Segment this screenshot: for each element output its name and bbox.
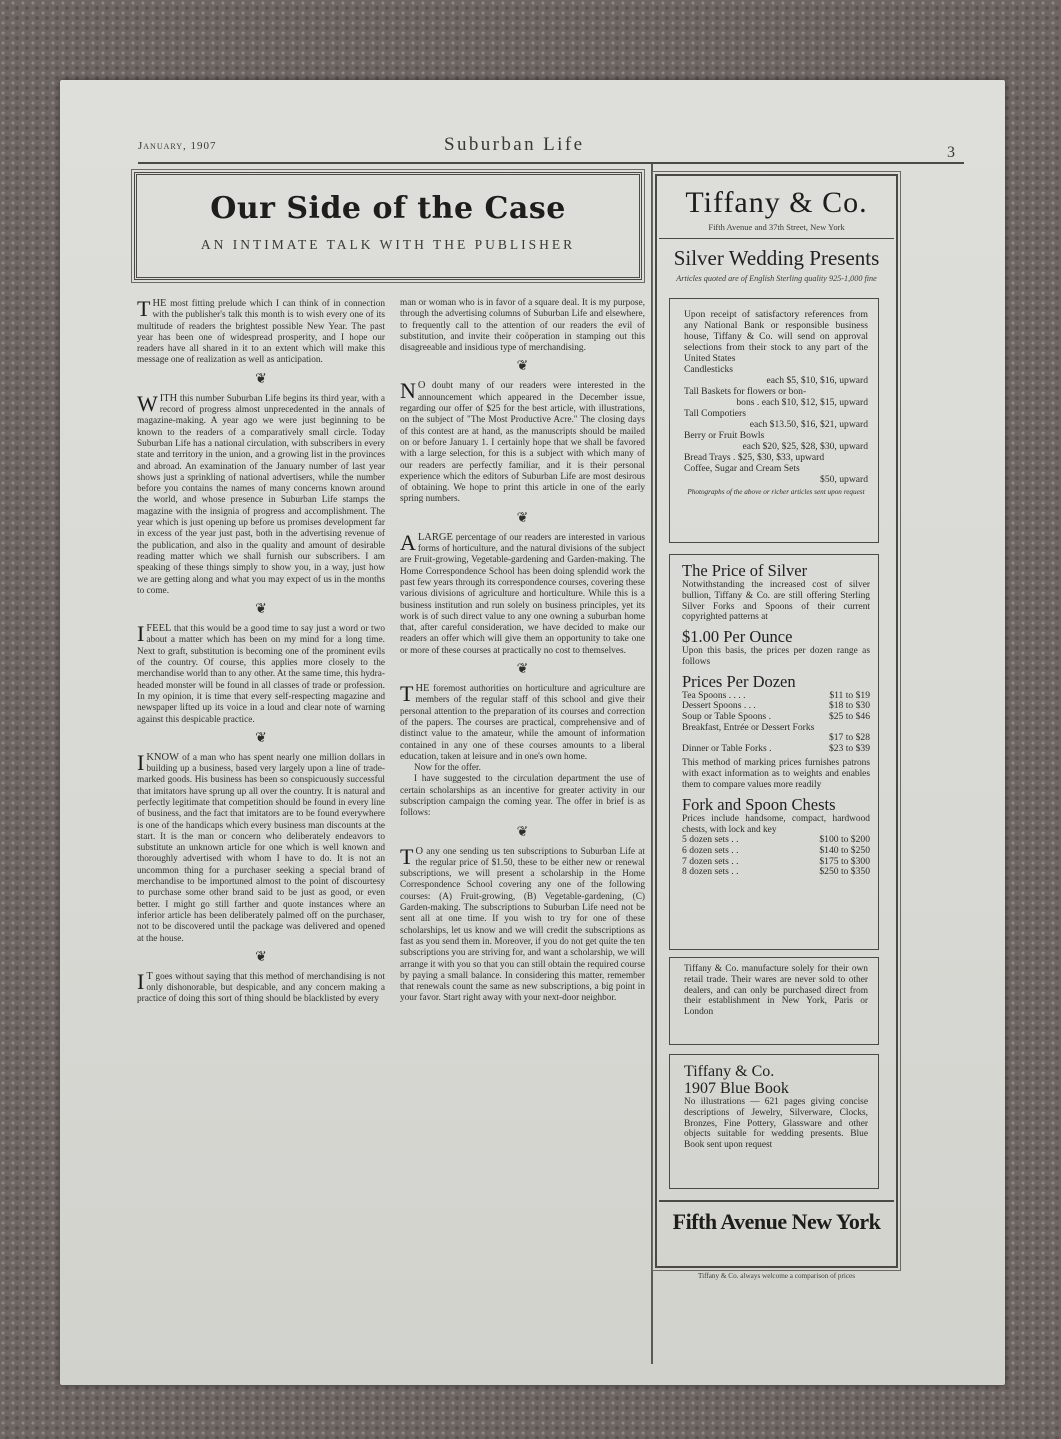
- price-row: 7 dozen sets . . $175 to $300: [682, 855, 870, 867]
- page-number: 3: [947, 144, 955, 161]
- running-head: [138, 134, 963, 162]
- paragraph: IKNOW of a man who has spent nearly one million dollars in building up a business, based very largely upon a line of trade-marked goods. His business has been so conspicuously successful that imitators have sprung up all over the country. It is natural and perfectly legitimate that competition should be found in every line of business, and the fact that imitators are to be found everywhere is one of the handicaps which every business man discounts at the start. It is the man or concern who deliberately endeavors to substitute an unknown article for one which is well known and thoroughly advertised with whom I have to do. It is not an uncommon thing for a purchaser seeking a special brand of merchandise to be importuned almost to the point of discourtesy to purchase some other brand said to be just as good, or even better. I might go still farther and quote instances where an inferior article has been deliberately palmed off on the purchaser, not to be discovered until the package was delivered and opened at the house.: [137, 749, 385, 944]
- blue-book-box: Tiffany & Co. 1907 Blue Book No illustrations — 621 pages giving concise descriptions of Jewelry, Silverware, Clocks, Bronzes, Fine Pottery, Glassware and other objects suitable for wedding presents. Blue Book sent upon request: [669, 1054, 879, 1189]
- ornament-icon: ❦: [516, 510, 529, 526]
- tiffany-advertisement: [655, 174, 898, 1280]
- paragraph: ALARGE percentage of our readers are interested in various forms of horticulture, and the natural divisions of the subject are Fruit-growing, Vegetable-gardening and Garden-making. The Home Correspondence School has been doing splendid work the past few years through its correspondence courses, covering these various divisions of agriculture and horticulture. While this is a business institution and run solely on business principles, yet its work is of such direct value to any one owning a suburban home that, after careful consideration, we have decided to make our readers an offer which will give them an opportunity to take one or more of these courses at practically no cost to themselves.: [400, 529, 645, 656]
- ornament-icon: ❦: [516, 824, 529, 840]
- ornament-icon: ❦: [255, 371, 267, 387]
- paragraph: Now for the offer.: [414, 763, 481, 774]
- ad-address: Fifth Avenue and 37th Street, New York: [708, 222, 845, 232]
- price-row: 5 dozen sets . . $100 to $200: [682, 834, 870, 846]
- article-title: Our Side of the Case: [210, 191, 566, 226]
- paragraph: T O any one sending us ten subscriptions to Suburban Life at the regular price of $1.50, these to be either new or renewal subscriptions, we will present a scholarship in the Home Correspondence School covering any one of the following courses: (A) Fruit-growing, (B) Vegetable-gardening, (C) Garden-making. The subscriptions to Suburban Life need not be sent all at one time. If you wish to try for one of these scholarships, let us know and we will credit the subscriptions as fast as you send them in. Moreover, if you do not get quite the ten subscriptions you are striving for, and want a scholarship, we will arrange it with you so that you can still obtain the required course by paying a small balance. In considering this matter, remember that renewals count the same as new subscriptions, a big point in your favor. Start right away with your next-door neighbor.: [400, 843, 645, 1004]
- ad-headline-note: Articles quoted are of English Sterling quality 925-1,000 fine: [676, 274, 877, 283]
- ad-footer: Fifth Avenue New York: [672, 1209, 881, 1234]
- issue-date: January, 1907: [138, 140, 217, 152]
- approval-box: Upon receipt of satisfactory references from any National Bank or responsible business house, Tiffany & Co. will send on approval selections from their stock to any part of the United States Candlesticks each $5, $10, $16, upward Tall Baskets for flowers or bon- bons . each $10, $12, $15, upward Tall Compotiers each $13.50, $16, $21, upward Berry or Fruit Bowls each $20, $25, $28, $30, upward Bread Trays . $25, $30, $33, upward Coffee, Sugar and Cream Sets $50, upward Photographs of the above or richer articles sent upon request: [669, 298, 879, 543]
- price-row: 8 dozen sets . . $250 to $350: [682, 866, 870, 878]
- article-title-box: [134, 172, 642, 280]
- column-divider: [651, 164, 653, 1364]
- header-rule: [138, 162, 964, 164]
- silver-price-box: The Price of Silver Notwithstanding the increased cost of silver bullion, Tiffany & Co. are still offering Sterling Silver Forks and Spoons of their current copyrighted patterns at $1.00 Per Ounce Upon this basis, the prices per dozen range as follows Prices Per Dozen Tea Spoons . . . . $11 to $19 Dessert Spoons . . . $18 to $30 Soup or Table Spoons . $25 to $46 Breakfast, Entrée or Dessert Forks $17 to $28 Dinner or Table Forks . $23 to $39 This method of marking prices furnishes patrons with exact information as to weights and enables them to compare values more readily Fork and Spoon Chests Prices include handsome, compact, hardwood chests, with lock and key 5 dozen sets . . $100 to $200 6 dozen sets . . $140 to $250 7 dozen sets . . $175 to $300 8 dozen sets . . $250 to $350: [669, 554, 879, 950]
- retail-notice-box: Tiffany & Co. manufacture solely for their own retail trade. Their wares are never sold to other dealers, and can only be purchased direct from their establishment in New York, Paris or London: [669, 957, 879, 1045]
- article-column-middle: [400, 298, 645, 1005]
- paragraph: N O doubt many of our readers were interested in the announcement which appeared in the December issue, regarding our offer of $25 for the best article, with illustrations, on the subject of "The Most Productive Acre." The closing days of this contest are at hand, as the manuscripts should be mailed on or before January 1. I certainly hope that we shall be favored with a large selection, for this is a subject with which many of our readers are perfectly familiar, and it is their personal experience which the editors of Suburban Life are most desirous of obtaining. We hope to print this article in one of the early spring numbers.: [400, 378, 645, 505]
- ornament-icon: ❦: [516, 359, 529, 375]
- ad-headline: Silver Wedding Presents: [673, 246, 880, 270]
- article-column-left: [137, 298, 385, 1006]
- price-row: 6 dozen sets . . $140 to $250: [682, 844, 870, 856]
- magazine-page: [60, 80, 1005, 1385]
- paragraph: THE foremost authorities on horticulture and agriculture are members of the regular staff of this school and give their personal attention to the preparation of its courses and correction of the papers. The courses are practical, comprehensive and of distinct value to the amateur, while the amount of information contained in any one of these courses amounts to a liberal education, taken at leisure and in one's own home.: [400, 681, 645, 762]
- paragraph: THE most fitting prelude which I can think of in connection with the publisher's talk this month is to wish every one of its multitude of readers the brightest possible New Year. The past year has been one of widespread prosperity, and I hope our readers have all shared in it to an extent which will make this message one of realization as well as anticipation.: [137, 296, 385, 366]
- price-row: $17 to $28: [828, 732, 870, 744]
- ad-brand: Tiffany & Co.: [685, 186, 868, 219]
- ad-divider: [659, 1200, 894, 1202]
- ornament-icon: ❦: [255, 730, 267, 746]
- paragraph: man or woman who is in favor of a square deal. It is my purpose, through the advertising columns of Suburban Life and elsewhere, to frequently call to the attention of our readers the evil of substitution, and invite their coöperation in stamping out this disagreeable and insidious type of merchandising.: [400, 298, 645, 354]
- article-subtitle: AN INTIMATE TALK WITH THE PUBLISHER: [200, 237, 576, 252]
- paragraph: I T goes without saying that this method of merchandising is not only dishonorable, but despicable, and any concern making a practice of doing this sort of thing should be blacklisted by every: [137, 968, 385, 1005]
- price-row: Dessert Spoons . . . $18 to $30: [682, 700, 870, 712]
- ornament-icon: ❦: [255, 949, 267, 965]
- paragraph: WITH this number Suburban Life begins its third year, with a record of progress almost unprecedented in the annals of magazine-making. A year ago we were just beginning to be known to the readers of a comparatively small circle. Today Suburban Life has a national circulation, with subscribers in every state and territory in the union, and a growing list in the provinces and abroad. An examination of the January number of last year shows just a sprinkling of national advertisers, while the number before you contains the names of many concerns known around the world, and whose presence in Suburban Life stamps the magazine with the insignia of progress and accomplishment. The year which is just opening up before us promises development far in excess of the year just past, both in the advertising revenue of the publication, and also in the quality and amount of desirable reading matter which we shall furnish our subscribers. I am speaking of these things simply to show you, in a way, just how we are getting along and what you may expect of us in the months to come.: [137, 390, 385, 596]
- ornament-icon: ❦: [516, 662, 529, 678]
- price-row: Tea Spoons . . . . $11 to $19: [682, 689, 870, 701]
- price-row: Soup or Table Spoons . $25 to $46: [682, 710, 870, 722]
- ad-tagline: Tiffany & Co. always welcome a comparison of prices: [697, 1272, 856, 1280]
- price-row: Dinner or Table Forks . $23 to $39: [682, 742, 870, 754]
- ad-divider: [659, 238, 894, 239]
- paragraph: I have suggested to the circulation department the use of certain scholarships as an incentive for greater activity in our subscription campaign the coming year. The offer in brief is as follows:: [400, 774, 645, 819]
- paragraph: IFEEL that this would be a good time to say just a word or two about a matter which has been on my mind for a long time. Next to graft, substitution is becoming one of the prominent evils of the country. Of course, this applies more closely to the merchandise world than to any other. At the same time, this hydra-headed monster will be found in all classes of trade or profession. In my opinion, it is time that every self-respecting magazine and newspaper lifted up its voice in a loud and clear note of warning against this despicable practice.: [137, 621, 385, 725]
- magazine-title: Suburban Life: [444, 134, 585, 155]
- ornament-icon: ❦: [255, 602, 267, 618]
- price-row: Breakfast, Entrée or Dessert Forks: [682, 721, 815, 733]
